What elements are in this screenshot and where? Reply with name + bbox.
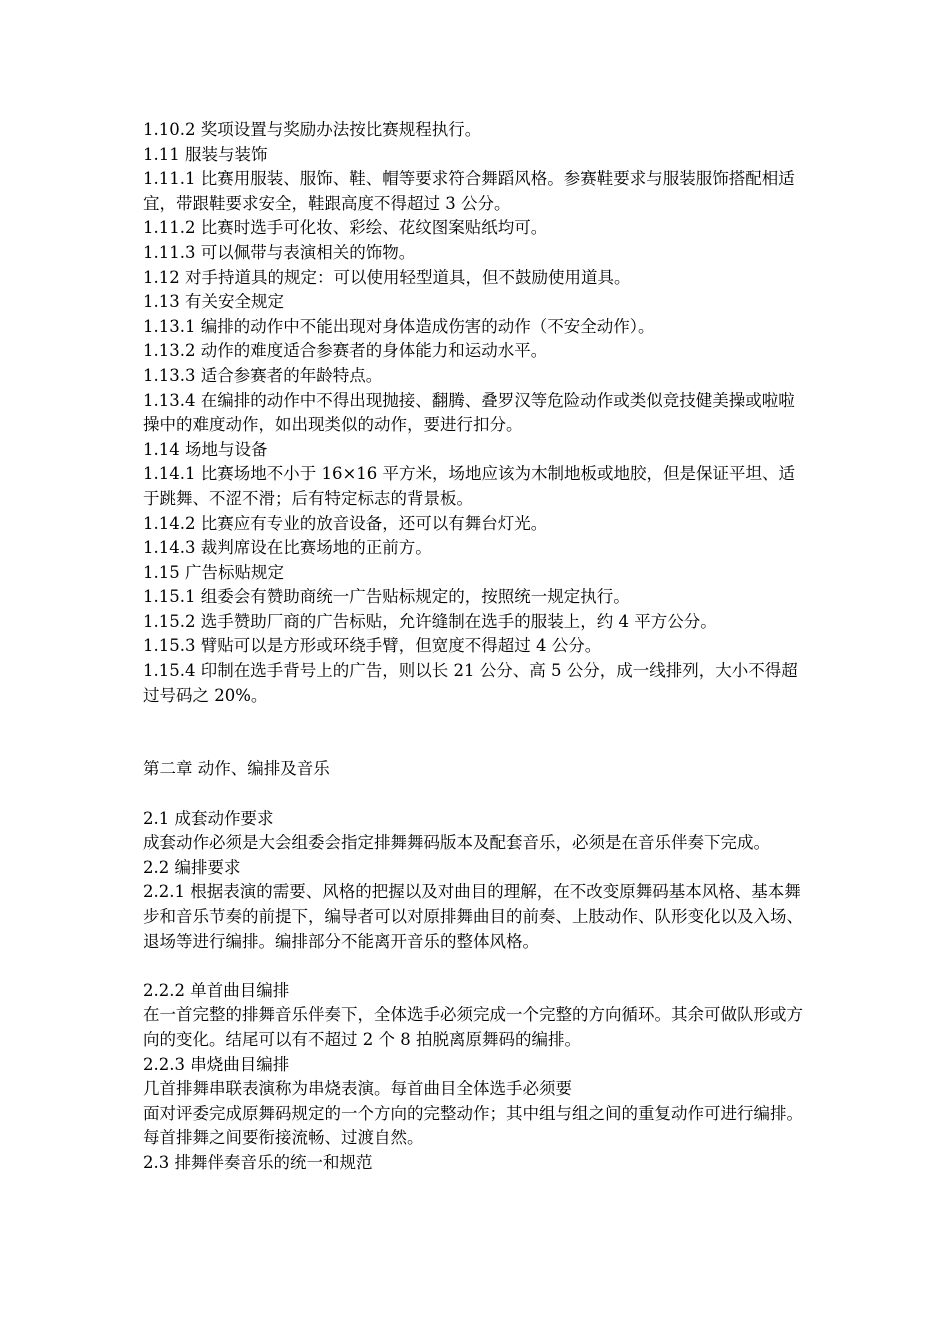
text-line: 1.14.1 比赛场地不小于 16×16 平方米，场地应该为木制地板或地胶，但是保证平坦、适于跳舞、不涩不滑；后有特定标志的背景板。 bbox=[143, 464, 796, 508]
text-line: 1.15.2 选手赞助厂商的广告标贴，允许缝制在选手的服装上，约 4 平方公分。 bbox=[143, 611, 717, 631]
text-line: 1.10.2 奖项设置与奖励办法按比赛规程执行。 bbox=[143, 120, 482, 139]
text-line: 1.11.3 可以佩带与表演相关的饰物。 bbox=[143, 242, 416, 262]
text-line: 1.15.1 组委会有赞助商统一广告贴标规定的，按照统一规定执行。 bbox=[143, 587, 630, 607]
spacer bbox=[143, 954, 811, 979]
chapter-2-body-a bbox=[143, 807, 811, 955]
section-heading: 1.15 广告标贴规定 bbox=[143, 562, 284, 582]
section-heading: 2.2.2 单首曲目编排 bbox=[143, 980, 290, 1000]
text-line: 1.13.4 在编排的动作中不得出现抛接、翻腾、叠罗汉等危险动作或类似竞技健美操或啦啦操中的难度动作，如出现类似的动作，要进行扣分。 bbox=[143, 390, 795, 435]
text-line: 1.12 对手持道具的规定：可以使用轻型道具，但不鼓励使用道具。 bbox=[143, 267, 631, 287]
text-line: 2.2.1 根据表演的需要、风格的把握以及对曲目的理解，在不改变原舞码基本风格、基本舞步和音乐节奏的前提下，编导者可以对原排舞曲目的前奏、上肢动作、队形变化以及入场、退场等进行编排。编排部分不能离开音乐的整体风格。 bbox=[143, 882, 803, 951]
text-line: 1.11.1 比赛用服装、服饰、鞋、帽等要求符合舞蹈风格。参赛鞋要求与服装服饰搭配相适宜，带跟鞋要求安全，鞋跟高度不得超过 3 公分。 bbox=[143, 169, 795, 213]
text-line: 在一首完整的排舞音乐伴奏下，全体选手必须完成一个完整的方向循环。其余可做队形或方向的变化。结尾可以有不超过 2 个 8 拍脱离原舞码的编排。 bbox=[143, 1005, 803, 1049]
text-line: 面对评委完成原舞码规定的一个方向的完整动作；其中组与组之间的重复动作可进行编排。每首排舞之间要衔接流畅、过渡自然。 bbox=[143, 1103, 803, 1148]
section-heading: 1.14 场地与设备 bbox=[143, 439, 268, 459]
chapter-2-body-b bbox=[143, 979, 811, 1176]
text-line: 1.14.3 裁判席设在比赛场地的正前方。 bbox=[143, 538, 432, 558]
text-line: 1.14.2 比赛应有专业的放音设备，还可以有舞台灯光。 bbox=[143, 513, 548, 533]
chapter-title: 第二章 动作、编排及音乐 bbox=[143, 759, 330, 779]
section-heading: 2.3 排舞伴奏音乐的统一和规范 bbox=[143, 1152, 373, 1172]
section-heading: 2.1 成套动作要求 bbox=[143, 808, 274, 828]
document-page bbox=[143, 118, 811, 1176]
text-line: 成套动作必须是大会组委会指定排舞舞码版本及配套音乐，必须是在音乐伴奏下完成。 bbox=[143, 833, 770, 853]
text-line: 1.13.3 适合参赛者的年龄特点。 bbox=[143, 365, 383, 385]
text-line: 1.15.4 印制在选手背号上的广告，则以长 21 公分、高 5 公分，成一线排列，大小不得超过号码之 20%。 bbox=[143, 661, 798, 705]
text-line: 1.13.2 动作的难度适合参赛者的身体能力和运动水平。 bbox=[143, 341, 548, 361]
section-heading: 2.2 编排要求 bbox=[143, 857, 241, 877]
section-heading: 1.13 有关安全规定 bbox=[143, 292, 284, 312]
spacer bbox=[143, 782, 811, 807]
text-line: 1.13.1 编排的动作中不能出现对身体造成伤害的动作（不安全动作）。 bbox=[143, 316, 655, 336]
text-line: 1.15.3 臂贴可以是方形或环绕手臂，但宽度不得超过 4 公分。 bbox=[143, 636, 602, 656]
section-1-body bbox=[143, 118, 811, 708]
text-line: 1.11.2 比赛时选手可化妆、彩绘、花纹图案贴纸均可。 bbox=[143, 218, 548, 238]
section-heading: 1.11 服装与装饰 bbox=[143, 144, 268, 164]
text-line: 几首排舞串联表演称为串烧表演。每首曲目全体选手必须要 bbox=[143, 1079, 572, 1099]
spacer bbox=[143, 708, 811, 757]
section-heading: 2.2.3 串烧曲目编排 bbox=[143, 1054, 290, 1074]
